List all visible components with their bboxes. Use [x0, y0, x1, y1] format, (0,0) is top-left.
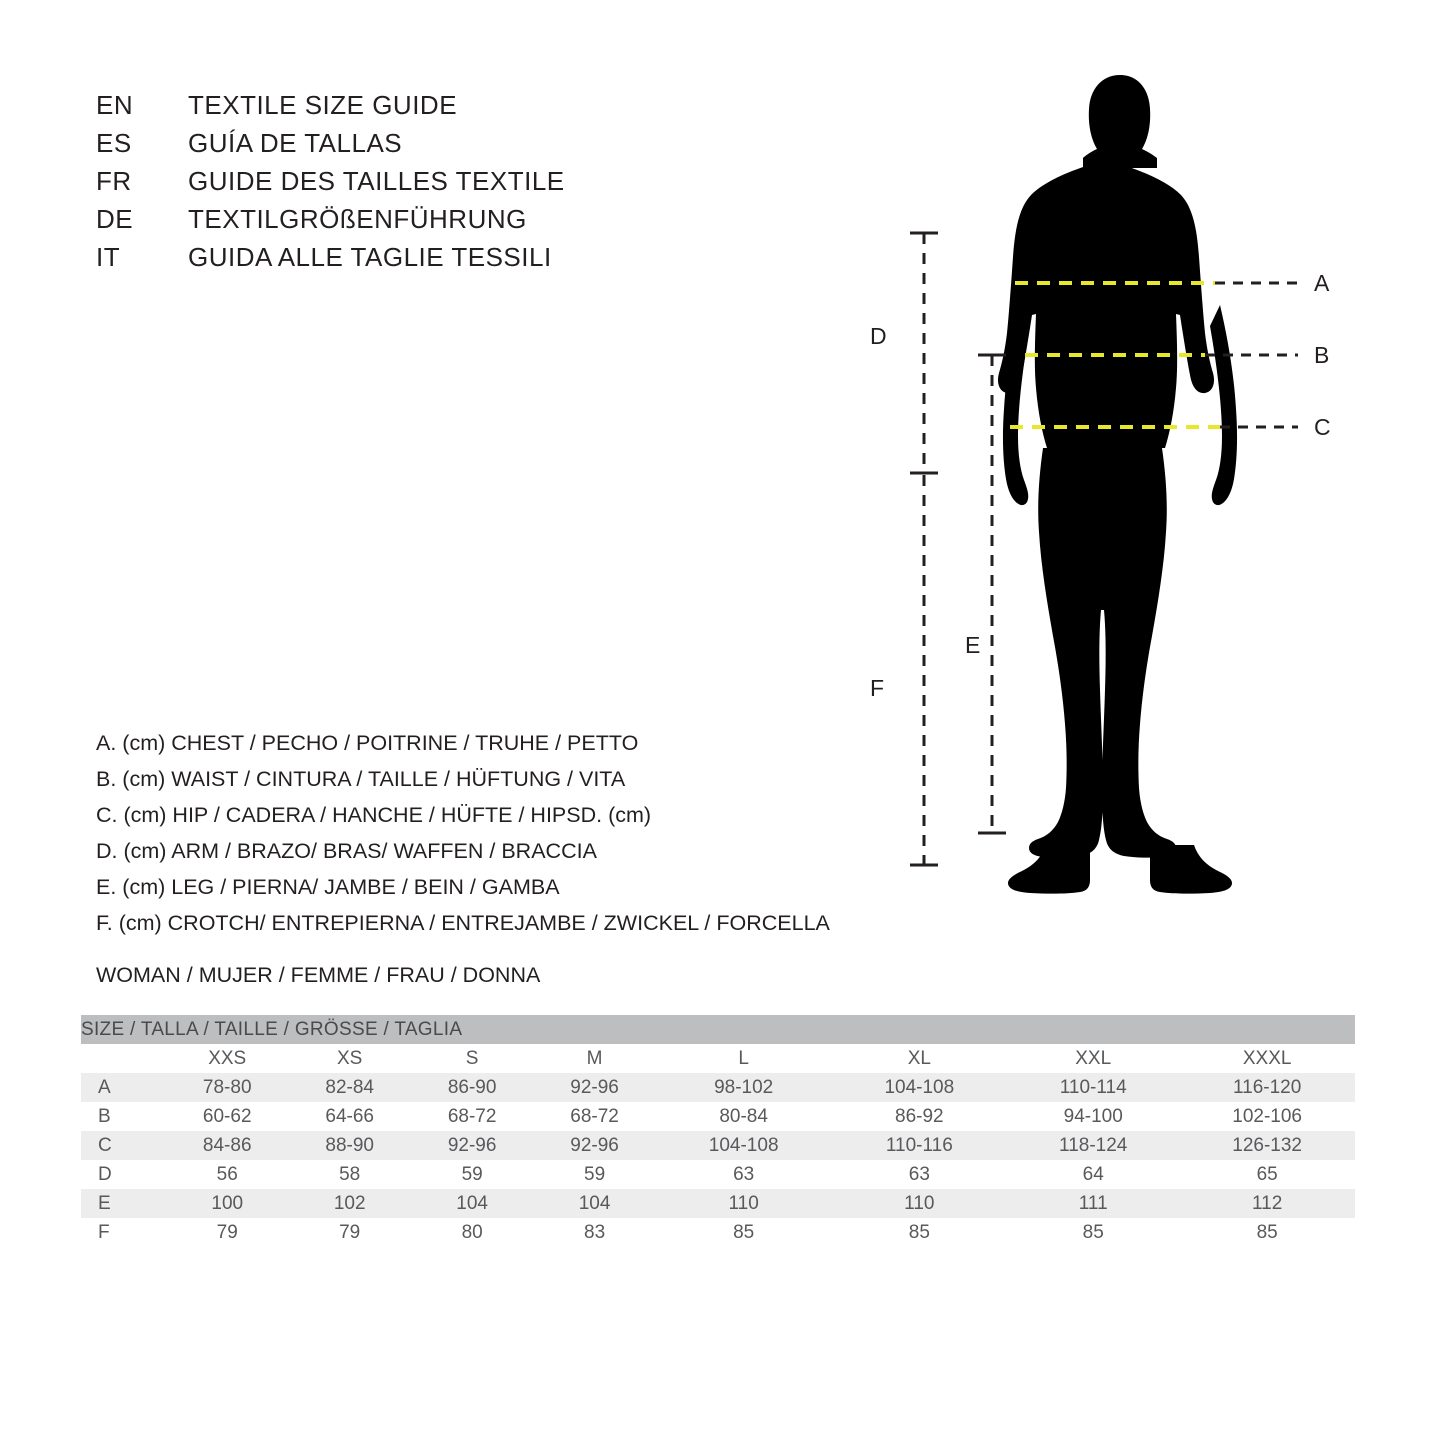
cell-e-xl: 110 — [831, 1189, 1007, 1218]
cell-a-m: 92-96 — [533, 1073, 655, 1102]
cell-f-m: 83 — [533, 1218, 655, 1247]
title-text-de: TEXTILGRÖßENFÜHRUNG — [188, 204, 527, 234]
cell-c-m: 92-96 — [533, 1131, 655, 1160]
header-col-xxxl: XXXL — [1179, 1044, 1355, 1073]
title-row-en — [96, 90, 796, 128]
header-col-l: L — [656, 1044, 832, 1073]
cell-e-l: 110 — [656, 1189, 832, 1218]
marker-f: F — [870, 675, 885, 701]
language-code-en: EN — [96, 90, 134, 120]
table-row — [81, 1189, 1355, 1218]
measurement-legend — [96, 725, 996, 941]
header-col-m: M — [533, 1044, 655, 1073]
cell-c-l: 104-108 — [656, 1131, 832, 1160]
cell-e-s: 104 — [411, 1189, 533, 1218]
marker-d: D — [870, 323, 887, 349]
cell-d-xl: 63 — [831, 1160, 1007, 1189]
cell-d-l: 63 — [656, 1160, 832, 1189]
cell-a-s: 86-90 — [411, 1073, 533, 1102]
cell-c-xxs: 84-86 — [166, 1131, 288, 1160]
header-col-xl: XL — [831, 1044, 1007, 1073]
cell-f-xxl: 85 — [1007, 1218, 1179, 1247]
cell-e-xs: 102 — [288, 1189, 410, 1218]
cell-a-xxxl: 116-120 — [1179, 1073, 1355, 1102]
language-code-de: DE — [96, 204, 134, 234]
title-text-en: TEXTILE SIZE GUIDE — [188, 90, 458, 120]
legend-item-a: A. (cm) CHEST / PECHO / POITRINE / TRUHE / PETTO — [96, 731, 639, 755]
size-table — [81, 1015, 1355, 1247]
title-row-de — [96, 204, 796, 242]
table-row — [81, 1160, 1355, 1189]
cell-b-xxl: 94-100 — [1007, 1102, 1179, 1131]
table-row — [81, 1131, 1355, 1160]
title-text-es: GUÍA DE TALLAS — [188, 128, 403, 158]
cell-b-xs: 64-66 — [288, 1102, 410, 1131]
cell-f-l: 85 — [656, 1218, 832, 1247]
cell-c-s: 92-96 — [411, 1131, 533, 1160]
header-col-xxs: XXS — [166, 1044, 288, 1073]
table-row — [81, 1218, 1355, 1247]
cell-a-xs: 82-84 — [288, 1073, 410, 1102]
header-col-s: S — [411, 1044, 533, 1073]
title-text-fr: GUIDE DES TAILLES TEXTILE — [188, 166, 565, 196]
table-caption: SIZE / TALLA / TAILLE / GRÖSSE / TAGLIA — [81, 1015, 1355, 1044]
cell-d-m: 59 — [533, 1160, 655, 1189]
legend-item-f: F. (cm) CROTCH/ ENTREPIERNA / ENTREJAMBE / ZWICKEL / FORCELLA — [96, 911, 830, 935]
cell-a-l: 98-102 — [656, 1073, 832, 1102]
language-code-es: ES — [96, 128, 132, 158]
row-label-e: E — [81, 1189, 166, 1218]
cell-e-xxxl: 112 — [1179, 1189, 1355, 1218]
arm-bracket — [910, 233, 938, 473]
table-caption-row — [81, 1015, 1355, 1044]
marker-b: B — [1314, 342, 1330, 368]
language-code-fr: FR — [96, 166, 132, 196]
row-label-a: A — [81, 1073, 166, 1102]
header-col-xxl: XXL — [1007, 1044, 1179, 1073]
cell-a-xxl: 110-114 — [1007, 1073, 1179, 1102]
cell-f-s: 80 — [411, 1218, 533, 1247]
cell-b-l: 80-84 — [656, 1102, 832, 1131]
table-row — [81, 1073, 1355, 1102]
cell-f-xs: 79 — [288, 1218, 410, 1247]
cell-e-xxl: 111 — [1007, 1189, 1179, 1218]
legend-item-d: D. (cm) ARM / BRAZO/ BRAS/ WAFFEN / BRACCIA — [96, 839, 597, 863]
header-row-label — [81, 1044, 166, 1073]
legend-item-e: E. (cm) LEG / PIERNA/ JAMBE / BEIN / GAMBA — [96, 875, 560, 899]
female-silhouette-icon — [998, 75, 1237, 894]
cell-c-xs: 88-90 — [288, 1131, 410, 1160]
marker-c: C — [1314, 414, 1331, 440]
table-row — [81, 1102, 1355, 1131]
cell-c-xxxl: 126-132 — [1179, 1131, 1355, 1160]
cell-f-xxxl: 85 — [1179, 1218, 1355, 1247]
title-row-it — [96, 242, 796, 280]
title-text-it: GUIDA ALLE TAGLIE TESSILI — [188, 242, 552, 272]
cell-d-xxxl: 65 — [1179, 1160, 1355, 1189]
cell-d-xxl: 64 — [1007, 1160, 1179, 1189]
cell-e-m: 104 — [533, 1189, 655, 1218]
row-label-b: B — [81, 1102, 166, 1131]
cell-d-s: 59 — [411, 1160, 533, 1189]
cell-f-xxs: 79 — [166, 1218, 288, 1247]
cell-e-xxs: 100 — [166, 1189, 288, 1218]
cell-c-xxl: 118-124 — [1007, 1131, 1179, 1160]
cell-b-m: 68-72 — [533, 1102, 655, 1131]
title-row-es — [96, 128, 796, 166]
cell-a-xl: 104-108 — [831, 1073, 1007, 1102]
cell-d-xxs: 56 — [166, 1160, 288, 1189]
cell-b-xl: 86-92 — [831, 1102, 1007, 1131]
language-code-it: IT — [96, 242, 121, 272]
cell-b-xxxl: 102-106 — [1179, 1102, 1355, 1131]
language-title-block — [96, 90, 796, 280]
size-table-wrapper — [81, 1015, 1355, 1247]
title-row-fr — [96, 166, 796, 204]
row-label-c: C — [81, 1131, 166, 1160]
row-label-d: D — [81, 1160, 166, 1189]
cell-f-xl: 85 — [831, 1218, 1007, 1247]
cell-a-xxs: 78-80 — [166, 1073, 288, 1102]
marker-e: E — [965, 632, 981, 658]
cell-c-xl: 110-116 — [831, 1131, 1007, 1160]
legend-item-b: B. (cm) WAIST / CINTURA / TAILLE / HÜFTUNG / VITA — [96, 767, 626, 791]
row-label-f: F — [81, 1218, 166, 1247]
table-header-row — [81, 1044, 1355, 1073]
legend-item-c: C. (cm) HIP / CADERA / HANCHE / HÜFTE / HIPSD. (cm) — [96, 803, 652, 827]
header-col-xs: XS — [288, 1044, 410, 1073]
cell-b-xxs: 60-62 — [166, 1102, 288, 1131]
cell-d-xs: 58 — [288, 1160, 410, 1189]
cell-b-s: 68-72 — [411, 1102, 533, 1131]
gender-group-label: WOMAN / MUJER / FEMME / FRAU / DONNA — [96, 963, 541, 987]
marker-a: A — [1314, 270, 1330, 296]
